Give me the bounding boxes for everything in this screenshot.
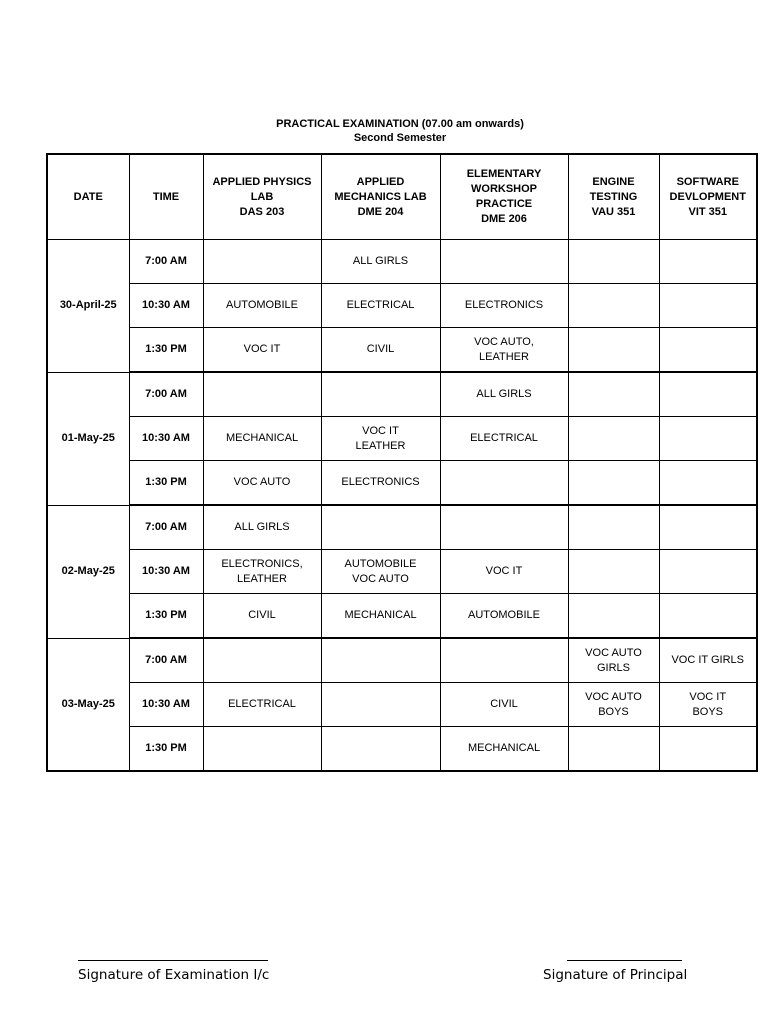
time-cell: 7:00 AM: [129, 240, 203, 284]
schedule-cell-line: AUTOMOBILE: [226, 299, 298, 311]
schedule-cell-line: ALL GIRLS: [476, 388, 532, 400]
schedule-cell: [321, 240, 440, 284]
schedule-cell-line: CIVIL: [366, 343, 395, 355]
column-header-software-development-line: SOFTWARE: [676, 175, 739, 188]
schedule-cell: [203, 417, 321, 461]
date-cell: 03-May-25: [47, 638, 129, 771]
column-header-applied-mechanics-lab-line: APPLIED: [356, 175, 405, 188]
table-row: [47, 727, 757, 772]
time-cell: 10:30 AM: [129, 284, 203, 328]
signature-line-examination: [78, 960, 268, 962]
schedule-cell-line: LEATHER: [237, 572, 287, 585]
signature-label-principal: Signature of Principal: [543, 967, 688, 983]
schedule-cell: [440, 328, 568, 373]
column-header-engine-testing: [568, 154, 659, 240]
table-header-row: [47, 154, 757, 240]
schedule-cell: [321, 461, 440, 506]
time-cell: 1:30 PM: [129, 328, 203, 373]
table-row: [47, 240, 757, 284]
schedule-cell-line: VOC IT GIRLS: [671, 654, 745, 666]
column-header-time-line: TIME: [152, 190, 180, 203]
schedule-cell: [568, 284, 659, 328]
table-row: [47, 461, 757, 506]
schedule-cell: [440, 594, 568, 639]
column-header-applied-mechanics-lab-line: MECHANICS LAB: [334, 190, 427, 203]
column-header-date-line: DATE: [73, 190, 103, 203]
schedule-cell: [659, 727, 757, 772]
schedule-cell: [440, 417, 568, 461]
schedule-cell: [568, 505, 659, 550]
schedule-cell-line: VOC IT: [485, 565, 523, 577]
schedule-cell-line: ELECTRONICS,: [221, 557, 303, 570]
table-row: [47, 372, 757, 417]
schedule-cell: [659, 683, 757, 727]
schedule-cell-line: LEATHER: [355, 439, 406, 452]
date-cell: 30-April-25: [47, 240, 129, 373]
column-header-engine-testing-line: TESTING: [589, 190, 638, 203]
schedule-cell: [321, 683, 440, 727]
table-row: [47, 505, 757, 550]
schedule-cell-line: VOC IT: [243, 343, 281, 355]
schedule-cell: [203, 461, 321, 506]
schedule-cell: [203, 638, 321, 683]
time-cell: 10:30 AM: [129, 417, 203, 461]
time-cell: 7:00 AM: [129, 638, 203, 683]
column-header-applied-mechanics-lab-line: DME 204: [357, 205, 404, 218]
column-header-elementary-workshop-practice-line: WORKSHOP: [471, 183, 537, 195]
schedule-cell-line: AUTOMOBILE: [344, 557, 417, 570]
schedule-cell: [203, 683, 321, 727]
schedule-cell-line: VOC AUTO: [233, 476, 291, 488]
column-header-software-development-line: VIT 351: [688, 205, 728, 218]
schedule-cell: [659, 638, 757, 683]
schedule-cell-line: VOC IT: [689, 690, 727, 703]
schedule-cell: [203, 328, 321, 373]
schedule-cell: [568, 683, 659, 727]
schedule-cell: [568, 372, 659, 417]
schedule-cell-line: LEATHER: [479, 350, 529, 363]
page-title: PRACTICAL EXAMINATION (07.00 am onwards): [276, 118, 524, 130]
schedule-cell: [659, 461, 757, 506]
date-cell: 01-May-25: [47, 372, 129, 505]
table-body: [47, 240, 757, 772]
schedule-cell-line: AUTOMOBILE: [468, 609, 540, 621]
schedule-cell: [659, 550, 757, 594]
schedule-cell: [203, 240, 321, 284]
schedule-cell-line: MECHANICAL: [344, 609, 417, 621]
table-row: [47, 417, 757, 461]
time-cell: 1:30 PM: [129, 727, 203, 772]
schedule-cell: [440, 683, 568, 727]
schedule-cell-line: MECHANICAL: [467, 742, 541, 754]
time-cell: 7:00 AM: [129, 372, 203, 417]
schedule-cell-line: ELECTRICAL: [228, 698, 296, 710]
column-header-engine-testing-line: ENGINE: [592, 175, 635, 188]
table-row: [47, 683, 757, 727]
column-header-date: [47, 154, 129, 240]
schedule-cell: [568, 638, 659, 683]
schedule-cell-line: MECHANICAL: [225, 432, 299, 444]
column-header-applied-physics-lab-line: DAS 203: [239, 205, 285, 218]
schedule-cell: [203, 284, 321, 328]
schedule-cell: [321, 372, 440, 417]
schedule-cell-line: BOYS: [692, 705, 724, 718]
schedule-cell-line: ELECTRICAL: [346, 299, 415, 311]
time-cell: 1:30 PM: [129, 594, 203, 639]
page-subtitle: Second Semester: [353, 132, 447, 144]
schedule-cell: [568, 240, 659, 284]
schedule-cell-line: ALL GIRLS: [352, 255, 409, 267]
schedule-cell: [659, 505, 757, 550]
table-row: [47, 328, 757, 373]
schedule-cell: [321, 417, 440, 461]
column-header-software-development-line: DEVLOPMENT: [669, 190, 746, 203]
schedule-cell: [321, 328, 440, 373]
schedule-cell: [440, 461, 568, 506]
schedule-cell: [203, 727, 321, 772]
column-header-elementary-workshop-practice-line: DME 206: [481, 213, 527, 225]
schedule-cell: [568, 461, 659, 506]
schedule-cell: [203, 372, 321, 417]
time-cell: 10:30 AM: [129, 550, 203, 594]
schedule-cell: [203, 505, 321, 550]
exam-schedule-table: [46, 153, 758, 772]
schedule-cell-line: CIVIL: [490, 698, 518, 710]
schedule-cell: [659, 240, 757, 284]
schedule-cell: [440, 550, 568, 594]
schedule-cell: [203, 550, 321, 594]
column-header-applied-physics-lab-line: LAB: [250, 190, 274, 203]
schedule-cell: [568, 594, 659, 639]
schedule-cell: [321, 594, 440, 639]
schedule-cell: [440, 240, 568, 284]
column-header-applied-mechanics-lab: [321, 154, 440, 240]
schedule-cell: [321, 727, 440, 772]
schedule-cell: [659, 372, 757, 417]
table-row: [47, 638, 757, 683]
schedule-cell-line: VOC IT: [362, 424, 399, 437]
schedule-cell: [321, 638, 440, 683]
schedule-cell: [568, 550, 659, 594]
table-row: [47, 550, 757, 594]
schedule-cell: [568, 328, 659, 373]
column-header-time: [129, 154, 203, 240]
schedule-cell: [440, 505, 568, 550]
schedule-cell: [659, 328, 757, 373]
schedule-cell: [321, 550, 440, 594]
column-header-elementary-workshop-practice: [440, 154, 568, 240]
signature-label-examination: Signature of Examination I/c: [78, 967, 270, 983]
schedule-cell-line: BOYS: [598, 705, 629, 718]
schedule-cell-line: VOC AUTO: [585, 646, 642, 659]
schedule-cell-line: ELECTRONICS: [341, 476, 420, 488]
signature-line-principal: [567, 960, 682, 962]
schedule-cell-line: ELECTRICAL: [470, 432, 538, 444]
schedule-cell: [321, 284, 440, 328]
table-row: [47, 594, 757, 639]
schedule-cell: [659, 417, 757, 461]
column-header-elementary-workshop-practice-line: ELEMENTARY: [466, 168, 542, 180]
time-cell: 7:00 AM: [129, 505, 203, 550]
schedule-cell: [659, 594, 757, 639]
schedule-cell: [203, 594, 321, 639]
schedule-cell-line: VOC AUTO: [585, 690, 642, 703]
schedule-cell: [568, 417, 659, 461]
schedule-cell: [321, 505, 440, 550]
schedule-cell-line: CIVIL: [248, 609, 276, 621]
column-header-elementary-workshop-practice-line: PRACTICE: [475, 198, 533, 210]
date-cell: 02-May-25: [47, 505, 129, 638]
schedule-cell: [440, 638, 568, 683]
schedule-cell: [440, 284, 568, 328]
schedule-cell: [568, 727, 659, 772]
schedule-cell-line: VOC AUTO: [352, 572, 409, 585]
schedule-cell-line: GIRLS: [596, 661, 630, 674]
column-header-software-development: [659, 154, 757, 240]
schedule-cell: [659, 284, 757, 328]
column-header-applied-physics-lab: [203, 154, 321, 240]
schedule-cell: [440, 727, 568, 772]
column-header-applied-physics-lab-line: APPLIED PHYSICS: [212, 175, 312, 188]
table-row: [47, 284, 757, 328]
schedule-cell-line: VOC AUTO,: [474, 335, 534, 348]
schedule-cell-line: ALL GIRLS: [234, 521, 290, 533]
schedule-cell: [440, 372, 568, 417]
column-header-engine-testing-line: VAU 351: [591, 205, 636, 218]
schedule-cell-line: ELECTRONICS: [464, 299, 544, 311]
time-cell: 1:30 PM: [129, 461, 203, 506]
time-cell: 10:30 AM: [129, 683, 203, 727]
